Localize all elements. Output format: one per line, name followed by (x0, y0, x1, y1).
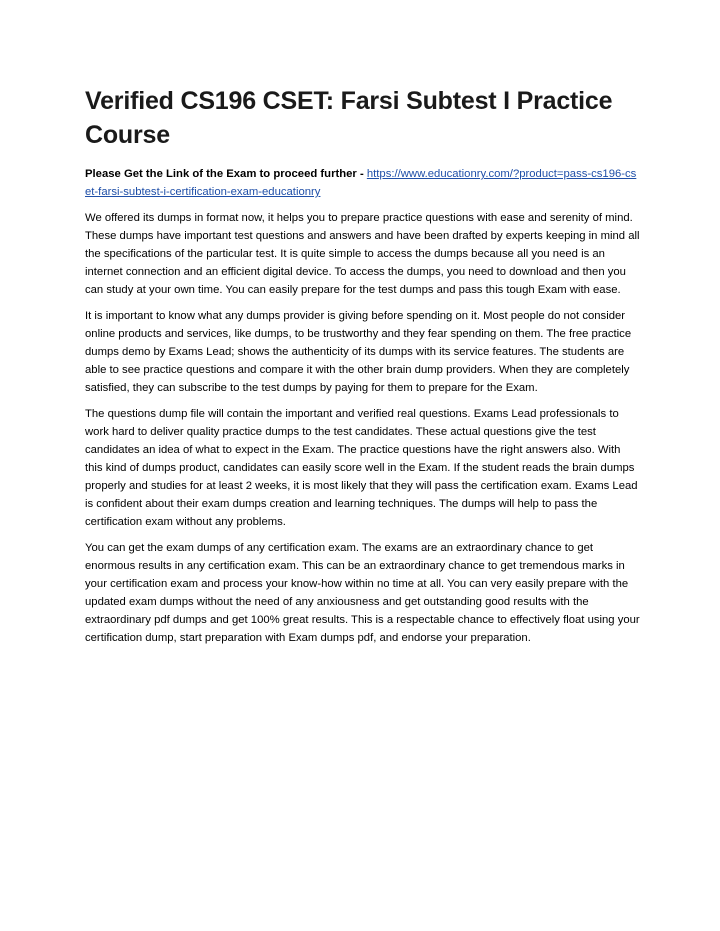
body-paragraph-2: It is important to know what any dumps provider is giving before spending on it. Most people do not consider online products and services, like dumps, to be trustworthy and they fear spending on them. The free practice dumps demo by Exams Lead; shows the authenticity of its dumps with its service features. The students are able to see practice questions and compare it with the other brain dump providers. When they are completely satisfied, they can subscribe to the test dumps by paying for them to prepare for the Exam. (85, 310, 632, 394)
link-prompt: Please Get the Link of the Exam to proceed further - (85, 168, 367, 180)
document-title: Verified CS196 CSET: Farsi Subtest I Practice Course (85, 87, 613, 149)
body-paragraph-4: You can get the exam dumps of any certification exam. The exams are an extraordinary chance to get enormous results in any certification exam. This can be an extraordinary chance to get tremendous marks in your certification exam and process your know-how within no time at all. You can very easily prepare with the updated exam dumps without the need of any anxiousness and get outstanding good results with the extraordinary pdf dumps and get 100% great results. This is a respectable chance to effectively float using your certification dump, start preparation with Exam dumps pdf, and endorse your preparation. (85, 542, 640, 644)
exam-link-paragraph (85, 165, 641, 201)
body-paragraph-3: The questions dump file will contain the important and verified real questions. Exams Lead professionals to work hard to deliver quality practice dumps to the test candidates. These actual questions give the test candidates an idea of what to expect in the Exam. The practice questions have the right answers also. With this kind of dumps product, candidates can easily score well in the Exam. If the student reads the brain dumps properly and studies for at least 2 weeks, it is most likely that they will pass the certification exam. Exams Lead is confident about their exam dumps creation and learning techniques. The dumps will help to pass the certification exam without any problems. (85, 408, 638, 528)
document-page (85, 84, 641, 655)
body-paragraph-1: We offered its dumps in format now, it helps you to prepare practice questions with ease and serenity of mind. These dumps have important test questions and answers and have been drafted by experts keeping in mind all the specifications of the particular test. It is quite simple to access the dumps because all you need is an internet connection and an efficient digital device. To access the dumps, you need to download and then you can study at your own time. You can easily prepare for the test dumps and pass this tough Exam with ease. (85, 212, 640, 296)
exam-link[interactable]: https://www.educationry.com/?product=pass-cs196-cset-farsi-subtest-i-certification-exam-educationry (85, 168, 637, 198)
